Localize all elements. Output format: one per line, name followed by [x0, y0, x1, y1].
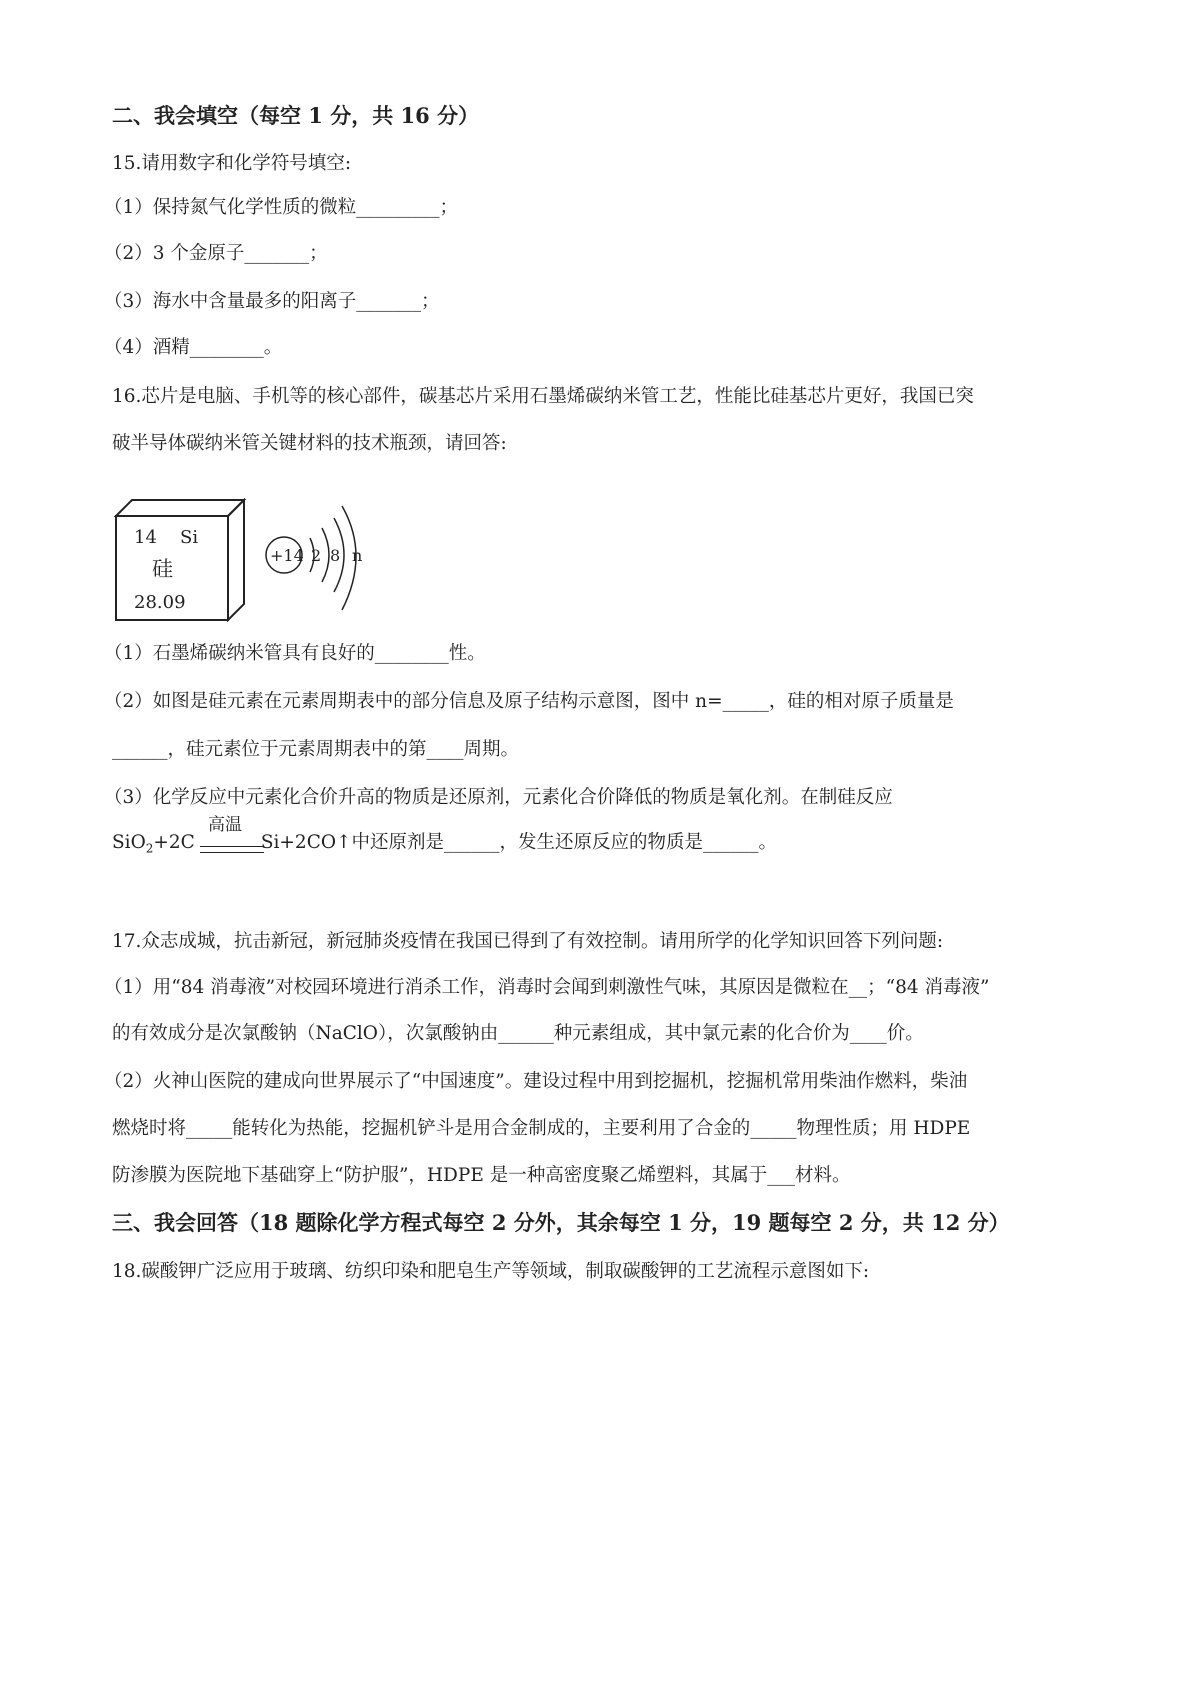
reaction-condition: 高温 — [208, 815, 242, 835]
reactant-c: +2C — [153, 832, 195, 853]
section-2-title: 二、我会填空（每空 1 分，共 16 分） — [112, 103, 480, 128]
shell-arc-2 — [322, 528, 329, 582]
section-3-title: 三、我会回答（18 题除化学方程式每空 2 分外，其余每空 1 分，19 题每空 2 分，共 12 分） — [112, 1210, 1010, 1235]
q16-stem-line1: 16.芯片是电脑、手机等的核心部件，碳基芯片采用石墨烯碳纳米管工艺，性能比硅基芯片更好，我国已突 — [112, 386, 974, 407]
q15-item-4: （4）酒精________。 — [104, 337, 283, 358]
reaction-equation — [112, 815, 778, 856]
q17-part-2-line2: 燃烧时将_____能转化为热能，挖掘机铲斗是用合金制成的，主要利用了合金的_____物理性质；用 HDPE — [112, 1118, 971, 1139]
equals-sign — [200, 846, 264, 853]
shell-3-electrons: n — [352, 546, 363, 565]
q16-part-3: （3）化学反应中元素化合价升高的物质是还原剂，元素化合价降低的物质是氧化剂。在制硅反应 — [104, 787, 893, 808]
reactant-sio2: SiO$_2$ — [112, 832, 154, 856]
q15-item-1: （1）保持氮气化学性质的微粒_________； — [104, 197, 459, 218]
element-name: 硅 — [152, 557, 173, 581]
q17-part-1-line1: （1）用“84 消毒液”对校园环境进行消杀工作，消毒时会闻到刺激性气味，其原因是微粒在__；“84 消毒液” — [104, 977, 990, 998]
q17-part-2-line3: 防渗膜为医院地下基础穿上“防护服”，HDPE 是一种高密度聚乙烯塑料，其属于___材料。 — [112, 1165, 851, 1186]
q17-stem: 17.众志成城，抗击新冠，新冠肺炎疫情在我国已得到了有效控制。请用所学的化学知识回答下列问题: — [112, 931, 944, 952]
q16-stem-line2: 破半导体碳纳米管关键材料的技术瓶颈，请回答: — [112, 433, 507, 454]
silicon-figure — [112, 498, 412, 622]
shell-1-electrons: 2 — [311, 546, 322, 565]
equation-right-side: Si+2CO↑中还原剂是______，发生还原反应的物质是______。 — [260, 832, 778, 853]
atom-structure-diagram — [266, 506, 362, 610]
q17-part-1-line2: 的有效成分是次氯酸钠（NaClO），次氯酸钠由______种元素组成，其中氯元素的化合价为____价。 — [112, 1023, 924, 1044]
element-symbol: Si — [180, 527, 199, 548]
q16-part-1: （1）石墨烯碳纳米管具有良好的________性。 — [104, 643, 486, 664]
q17-part-2-line1: （2）火神山医院的建成向世界展示了“中国速度”。建设过程中用到挖掘机，挖掘机常用柴油作燃料，柴油 — [104, 1071, 968, 1092]
q18-stem: 18.碳酸钾广泛应用于玻璃、纺织印染和肥皂生产等领域，制取碳酸钾的工艺流程示意图如下: — [112, 1261, 870, 1282]
q15-item-3: （3）海水中含量最多的阳离子_______； — [104, 291, 440, 312]
nucleus-charge: +14 — [270, 546, 304, 565]
atomic-number: 14 — [134, 527, 157, 548]
q15-item-2: （2）3 个金原子_______； — [104, 243, 328, 264]
shell-2-electrons: 8 — [330, 546, 341, 565]
q15-stem: 15.请用数字和化学符号填空: — [112, 153, 352, 174]
q16-part-2-line2: ______，硅元素位于元素周期表中的第____周期。 — [112, 739, 520, 760]
atomic-mass: 28.09 — [134, 592, 186, 613]
q16-part-2-line1: （2）如图是硅元素在元素周期表中的部分信息及原子结构示意图，图中 n=_____，硅的相对原子质量是 — [104, 691, 954, 712]
